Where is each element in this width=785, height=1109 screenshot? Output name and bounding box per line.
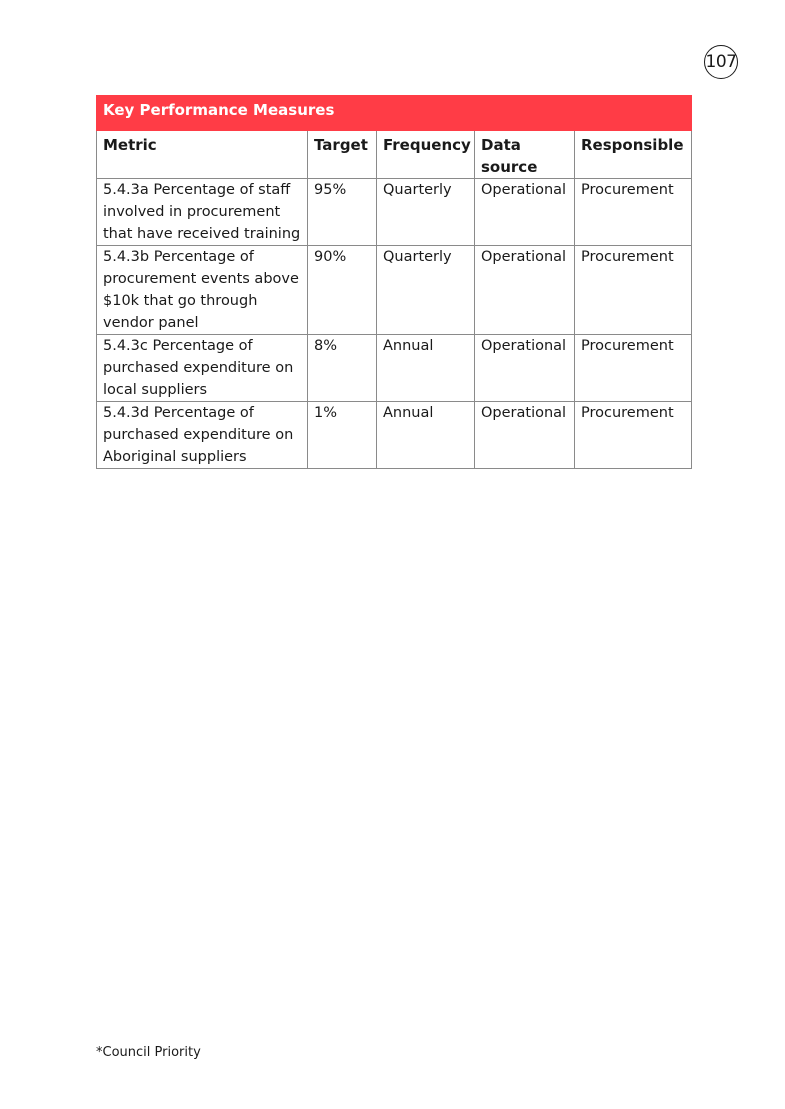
target-cell: 1%	[308, 402, 377, 469]
metric-cell: 5.4.3d Percentage of purchased expenditure on Aboriginal suppliers	[97, 402, 308, 469]
responsible-cell: Procurement	[575, 402, 692, 469]
data-source-cell: Operational	[475, 402, 575, 469]
table-row	[97, 335, 692, 402]
target-cell: 8%	[308, 335, 377, 402]
data-source-cell: Operational	[475, 335, 575, 402]
metric-cell: 5.4.3b Percentage of procurement events above $10k that go through vendor panel	[97, 246, 308, 335]
table-title: Key Performance Measures	[97, 96, 692, 131]
header-frequency: Frequency	[377, 131, 475, 179]
table-title-row	[97, 96, 692, 131]
table-header-row	[97, 131, 692, 179]
metric-cell: 5.4.3c Percentage of purchased expenditure on local suppliers	[97, 335, 308, 402]
key-performance-measures-table	[96, 95, 692, 469]
target-cell: 90%	[308, 246, 377, 335]
table-row	[97, 179, 692, 246]
responsible-cell: Procurement	[575, 179, 692, 246]
page-number: 107	[704, 45, 738, 79]
frequency-cell: Quarterly	[377, 246, 475, 335]
header-responsible: Responsible	[575, 131, 692, 179]
header-data-source: Data source	[475, 131, 575, 179]
responsible-cell: Procurement	[575, 246, 692, 335]
header-target: Target	[308, 131, 377, 179]
header-metric: Metric	[97, 131, 308, 179]
footnote: *Council Priority	[96, 1045, 201, 1060]
table-row	[97, 246, 692, 335]
table-row	[97, 402, 692, 469]
responsible-cell: Procurement	[575, 335, 692, 402]
frequency-cell: Annual	[377, 402, 475, 469]
frequency-cell: Annual	[377, 335, 475, 402]
data-source-cell: Operational	[475, 179, 575, 246]
metric-cell: 5.4.3a Percentage of staff involved in procurement that have received training	[97, 179, 308, 246]
target-cell: 95%	[308, 179, 377, 246]
frequency-cell: Quarterly	[377, 179, 475, 246]
data-source-cell: Operational	[475, 246, 575, 335]
